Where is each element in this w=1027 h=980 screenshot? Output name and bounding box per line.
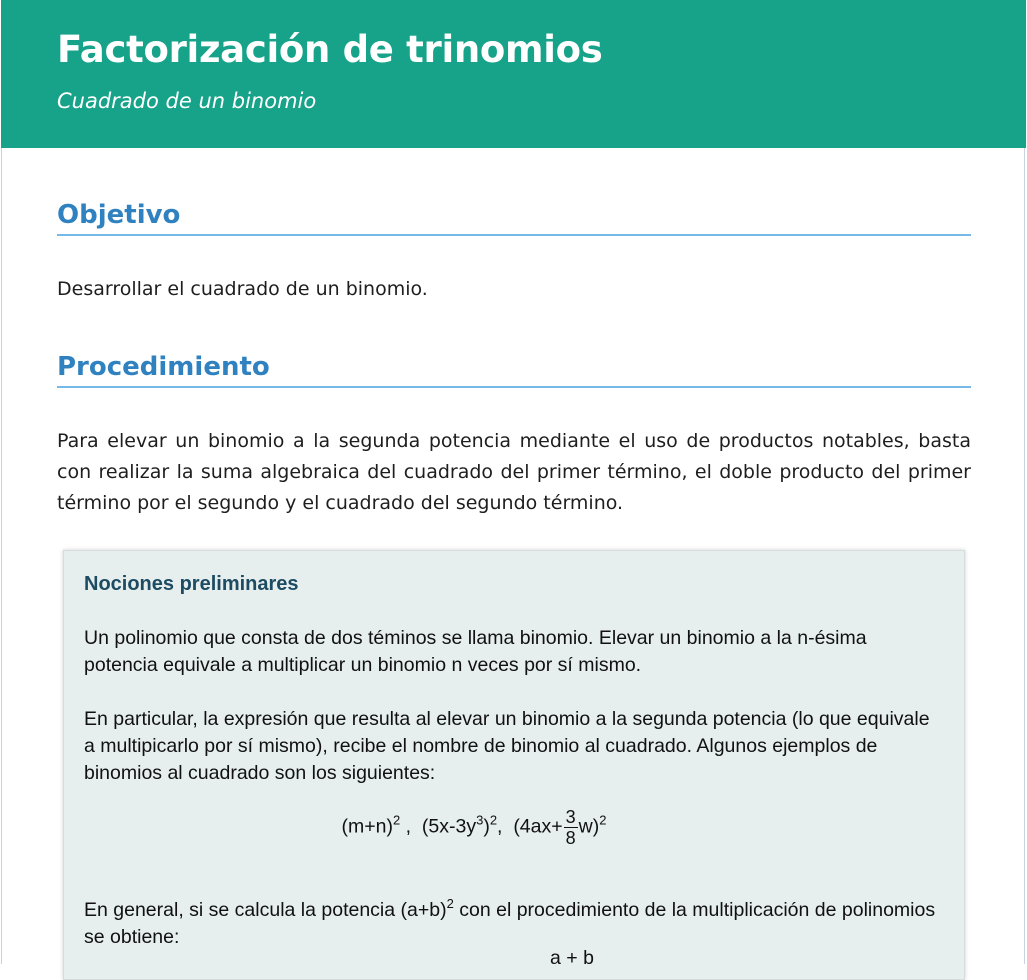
example-1-exponent: 2	[392, 812, 401, 828]
procedimiento-text: Para elevar un binomio a la segunda potencia mediante el uso de productos notables, basta con realizar la suma algebraica del cuadrado del primer término, el doble producto del primer término por el segundo y el cuadrado del segundo término.	[57, 430, 971, 514]
example-2-inner-exponent: 3	[476, 812, 484, 828]
example-2-prefix: (5x-3y	[421, 815, 477, 838]
page-title: Factorización de trinomios	[57, 28, 603, 71]
example-separator-2: ,	[497, 815, 514, 838]
fraction-numerator: 3	[565, 807, 576, 827]
fraction-denominator: 8	[565, 828, 576, 848]
objetivo-text: Desarrollar el cuadrado de un binomio.	[57, 278, 428, 300]
nociones-paragraph-2: En particular, la expresión que resulta al elevar un binomio a la segunda potencia (lo que equivale a multipicarlo por sí mismo), recibe el nombre de binomio al cuadrado. Algunos ejemplos de binomios al cuadrado son los siguientes:	[84, 708, 930, 784]
nociones-preliminares-box	[63, 550, 965, 980]
procedimiento-heading: Procedimiento	[57, 352, 971, 388]
example-3-fraction	[564, 807, 578, 848]
header-banner	[1, 0, 1026, 148]
paragraph-3-exponent: 2	[446, 896, 454, 911]
nociones-paragraph-3	[84, 890, 944, 951]
page-subtitle: Cuadrado de un binomio	[57, 89, 317, 113]
nociones-title: Nociones preliminares	[84, 573, 299, 595]
paragraph-3-start: En general, si se calcula la potencia (a+b)	[84, 899, 447, 921]
nociones-paragraph-1: Un polinomio que consta de dos téminos se llama binomio. Elevar un binomio a la n-ésima potencia equivale a multiplicar un binomio n veces por sí mismo.	[84, 627, 867, 676]
example-3-exponent: 2	[599, 812, 607, 828]
example-2-exponent: 2	[489, 812, 498, 828]
multiplication-top-row: a + b	[550, 947, 594, 969]
example-1-base: (m+n)	[341, 815, 393, 838]
objetivo-heading: Objetivo	[57, 200, 971, 236]
binomial-examples	[64, 807, 884, 848]
example-separator-1: ,	[400, 815, 422, 838]
example-3-prefix: (4ax+	[513, 815, 563, 838]
paragraph-3-end: con el procedimiento de la multiplicación de polinomios se obtiene:	[84, 899, 936, 948]
example-3-suffix: w)	[578, 815, 600, 838]
example-2-close: )	[483, 815, 490, 838]
